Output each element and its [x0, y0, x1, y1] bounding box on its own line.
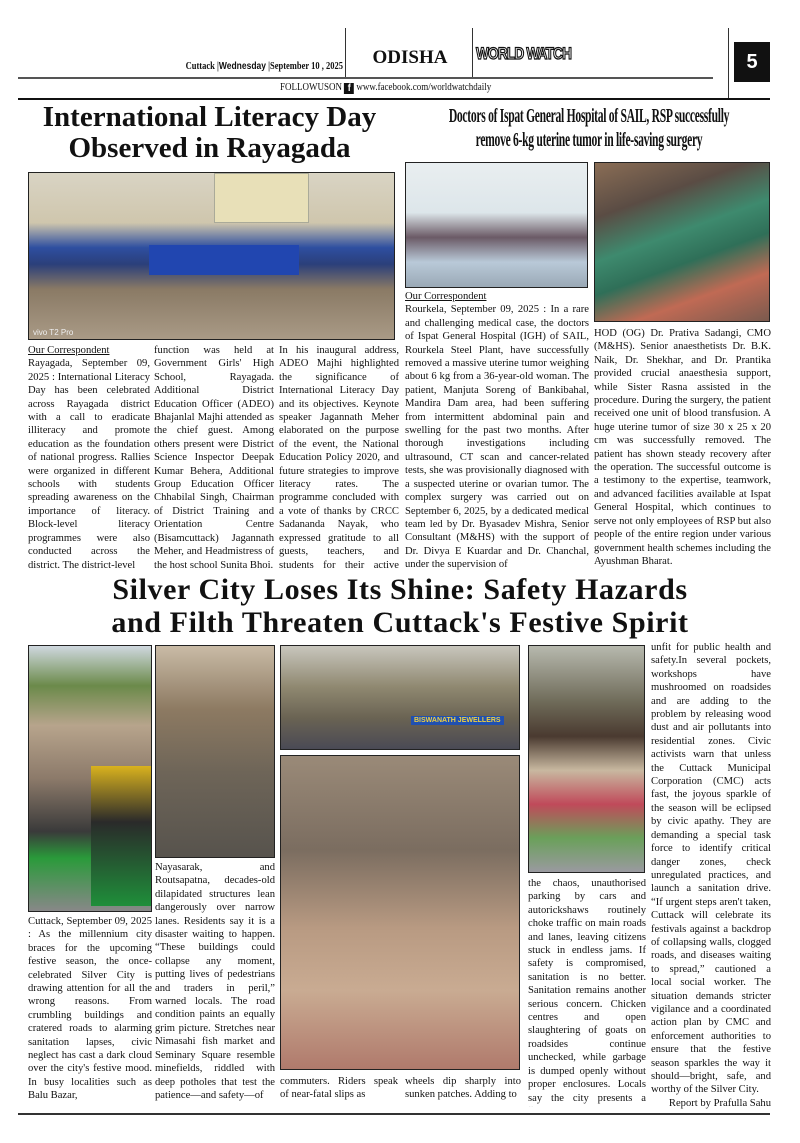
dateline-location: Cuttack: [185, 61, 215, 72]
article-text: the chaos, unauthorised parking by cars and autorickshaws routinely choke traffic on main roads and lanes, leaving citizens stuck in endless jams. If safety is compromised, sanitation is no better. Sanitation remains another serious concern. Chicken centres and open slaughtering of goats on roadsides continue unchecked, while garbage is dumped openly without proper enclosures. Locals say the city presents a: [528, 878, 646, 1104]
article-text: Rourkela, September 09, 2025 : In a rare and challenging medical case, the doctors of Ispat General Hospital (IGH) of SAIL, Rourkela Steel Plant, have successfully removed a massive uterine tumor weighing about 6 kg from a 36-year-old woman. The patient, Manjuta Soreng of Bankibahal, Mandira Dam area, had been suffering from intermittent abdominal pain and swelling for the past two months. After thorough investigations including ultrasound, CT scan and cancer-related tests, she was provisionally diagnosed with a suspected uterine or ovarian tumor. The complex surgery was carried out on September 6, 2025, by a dedicated medical team led by Dr. Byasadev Mishra, Senior Consultant (M&HS) with the support of Dr. Divya E Kuardar and Dr. Chanchal, under the supervision of: [405, 304, 589, 571]
masthead-rule: [18, 77, 713, 79]
story2-headline: [409, 104, 769, 152]
story3-column-3: [280, 1075, 398, 1107]
old-building-photo: [280, 645, 520, 750]
dateline-date: September 10 , 2025: [269, 61, 343, 72]
garbage-on-pavement-photo: [280, 755, 520, 1070]
story3-headline: [10, 573, 790, 639]
story3-column-5: [528, 877, 646, 1107]
auto-rickshaw: [91, 766, 152, 906]
story2-column-2: [594, 327, 771, 574]
story3-column-4: [405, 1075, 521, 1107]
byline: Our Correspondent: [28, 345, 110, 356]
shop-sign: BISWANATH JEWELLERS: [411, 716, 504, 725]
rubble-lane-photo: [155, 645, 275, 858]
article-text: function was held at Government Girls' High School, Rayagada. Additional District Education Officer (ADEO) Bhajanlal Majhi attended as the chief guest. Among others present were District Science Inspector Deepak Kumar Behera, Additional Group Education Officer Chhabilal Singh, Chairman of District Training and Orientation Centre (Bisamcuttack) Jagannath Meher, and Headmistress of the host school Sunita Bhoi.: [154, 345, 274, 571]
headline-line: Observed in Rayagada: [68, 132, 351, 164]
headline-line: Silver City Loses Its Shine: Safety Hazards: [112, 573, 688, 606]
dilapidated-building-street-photo: [28, 645, 152, 912]
literacy-day-event-photo: [28, 172, 395, 340]
divider: [728, 28, 729, 98]
footer-rule: [18, 1113, 770, 1115]
article-text: In his inaugural address, ADEO Majhi highlighted the significance of International Literacy Day and its objectives. Keynote speaker Jagannath Meher elaborated on the purpose of the event, the National Education Policy 2020, and future strategies to improve literacy rates. The programme concluded with a vote of thanks by CRCC Sadananda Nayak, who expressed gratitude to all guests, teachers, and students for their active: [279, 345, 399, 571]
article-text: Cuttack, September 09, 2025 : As the millennium city braces for the upcoming festive season, the once-celebrated Silver City is drawing attention for all the wrong reasons. From crumbling buildings and cratered roads to alarming sanitation lapses, civic neglect has cast a dark cloud over the city's festive mood. In busy localities such as Balu Bazar,: [28, 916, 152, 1102]
page-number: 5: [746, 51, 758, 73]
hospital-team-photo: [405, 162, 588, 288]
masthead-dateline: Cuttack |Wednesday |September 10 , 2025: [185, 61, 343, 72]
story3-column-2: [155, 861, 275, 1107]
report-credit: Report by Prafulla Sahu: [668, 1097, 771, 1109]
banner: [214, 173, 309, 223]
garbage-cow-street-photo: [528, 645, 645, 873]
facebook-icon: f: [344, 83, 354, 94]
article-text: Rayagada, September 09, 2025 : International Literacy Day has been celebrated across Rayagada district with a call to eradicate illiteracy and promote education as the foundation of national progress. Rallies were organized in different schools with students spreading awareness on the importance of literacy. Block-level literacy programmes were also conducted across the district. The district-level: [28, 358, 150, 571]
headline-line: Doctors of Ispat General Hospital of SAIL, RSP successfully: [448, 105, 730, 127]
section-title: ODISHA: [372, 47, 448, 68]
story3-column-6: [651, 641, 771, 1109]
story2-column-1: [405, 290, 589, 574]
article-text: HOD (OG) Dr. Prativa Sadangi, CMO (M&HS). Senior anaesthetists Dr. B.K. Naik, Dr. Shekhar, and Dr. Prantika provided crucial anaesthesia support, while Sister Rasna assisted in the procedure. During the surgery, the patient received one unit of blood transfusion. A huge uterine tumor of size 30 x 25 x 20 cm was successfully removed. The patient has shown steady recovery after the operation. The successful outcome is a testimony to the expertise, teamwork, and advanced facilities available at Ispat General Hospital, which continues to serve not only employees of RSP but also people of the entire region under various government health schemes including the Ayushman Bharat.: [594, 328, 771, 567]
headline-line: and Filth Threaten Cuttack's Festive Spirit: [111, 606, 689, 639]
article-text: unfit for public health and safety.In several pockets, workshops have mushroomed on roadsides and are adding to the problem by releasing wood dust and air pollutants into residential zones. Civic activists warn that unless the Cuttack Municipal Corporation (CMC) acts fast, the joyous sparkle of the season will be eclipsed by civic apathy. They are demanding a special task force to identify critical danger zones, check unregulated practices, and launch a sanitation drive. “If urgent steps aren't taken, Cuttack will celebrate its festivals against a backdrop of collapsing walls, clogged roads, and diseases waiting to spread,” cautioned a local social worker. The situation demands stricter vigilance and a coordinated action plan by CMC and enforcement authorities to ensure that the festive season sparkles the way it should—bright, safe, and worthy of the Silver City.: [651, 642, 771, 1096]
surgery-photo: [594, 162, 770, 322]
article-text: wheels dip sharply into sunken patches. Adding to: [405, 1076, 521, 1101]
stage-table: [149, 245, 299, 275]
masthead-thick-rule: [18, 98, 770, 100]
story3-column-1: [28, 915, 152, 1107]
world-watch-logo: WORLD WATCH: [476, 44, 572, 63]
page-number-badge: [734, 42, 770, 82]
article-text: Nayasarak, and Routsapatna, decades-old dilapidated structures lean dangerously over narrow lanes. Residents say it is a disaster waiting to happen. “These buildings could collapse any moment, putting lives of pedestrians and traders in peril,” warned locals. The road condition paints an equally grim picture. Stretches near Nimasahi fish market and Seminary Square resemble minefields, riddled with deep potholes that test the patience—and safety—of: [155, 862, 275, 1101]
camera-watermark: vivo T2 Pro: [33, 328, 74, 337]
facebook-link[interactable]: www.facebook.com/worldwatchdaily: [356, 82, 492, 93]
byline: Our Correspondent: [405, 291, 487, 302]
story1-column-2: [154, 344, 274, 574]
follow-line: [280, 82, 491, 94]
story1-headline: [22, 102, 397, 164]
story1-column-3: [279, 344, 399, 574]
dateline-day: Wednesday: [218, 61, 266, 72]
divider: [472, 28, 473, 78]
divider: [345, 28, 346, 78]
headline-line: International Literacy Day: [42, 101, 377, 133]
story1-column-1: [28, 344, 150, 574]
headline-line: remove 6-kg uterine tumor in life-saving surgery: [475, 129, 703, 151]
article-text: commuters. Riders speak of near-fatal slips as: [280, 1076, 398, 1101]
follow-label: FOLLOWUSON: [280, 82, 343, 93]
